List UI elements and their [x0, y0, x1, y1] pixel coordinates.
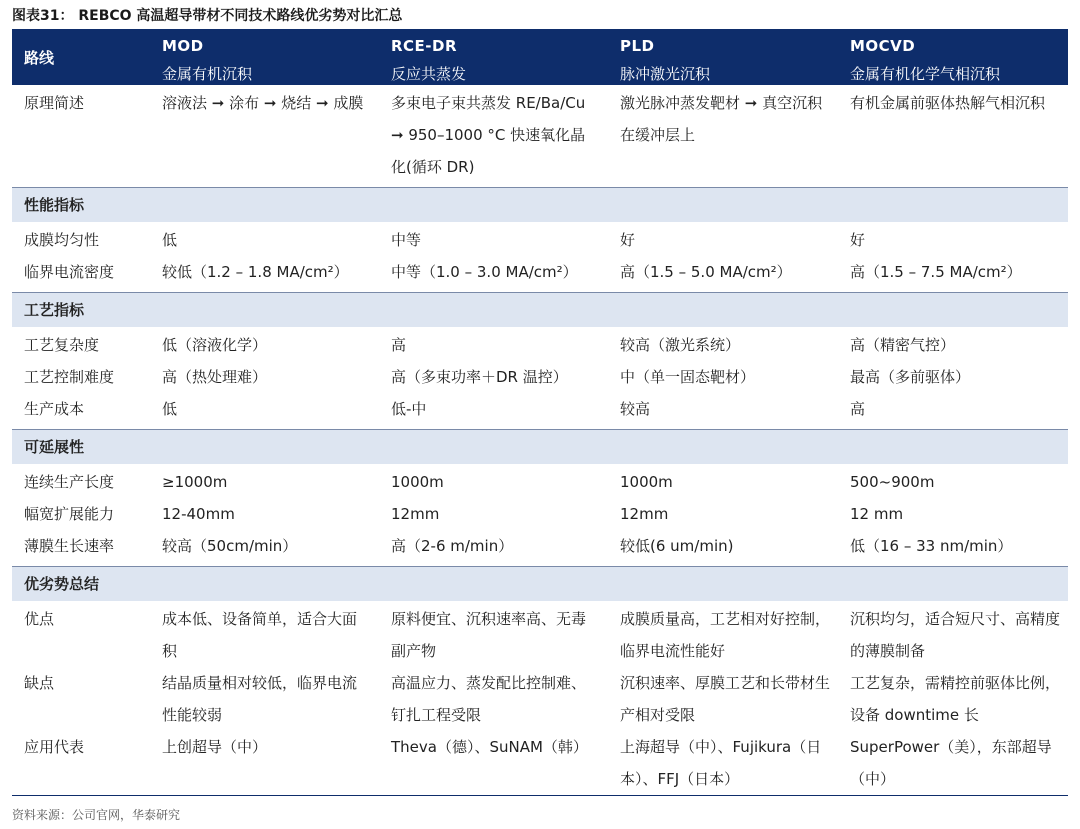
table-row-current-density [12, 256, 1068, 293]
table-row-rate [12, 530, 1068, 567]
table-cell: Theva（德）、SuNAM（韩） [379, 731, 608, 796]
table-cell: 成本低、设备简单，适合大面积 [162, 610, 358, 660]
comparison-table [12, 29, 1068, 796]
section-title: 可延展性 [12, 430, 1068, 465]
table-cell: 1000m [391, 473, 444, 491]
table-cell: 上创超导（中） [150, 731, 379, 796]
table-cell: 高（1.5 – 5.0 MA/cm²） [608, 256, 838, 293]
table-cell: 成膜质量高，工艺相对好控制，临界电流性能好 [620, 610, 831, 660]
comparison-table-container [12, 29, 1068, 796]
table-cell: 12mm [620, 505, 669, 523]
row-label: 临界电流密度 [12, 256, 150, 293]
row-label: 生产成本 [12, 393, 150, 430]
table-row-pros [12, 601, 1068, 667]
header-en: MOCVD [850, 37, 916, 55]
table-cell: 激光脉冲蒸发靶材 ➞ 真空沉积在缓冲层上 [608, 85, 838, 188]
row-label: 优点 [24, 610, 55, 628]
figure-title: 图表31： REBCO 高温超导带材不同技术路线优劣势对比汇总 [12, 8, 403, 24]
table-cell: 1000m [620, 473, 673, 491]
table-row-width [12, 498, 1068, 530]
table-cell: 高（2-6 m/min） [379, 530, 608, 567]
table-cell: 较高 [608, 393, 838, 430]
header-cn: 金属有机沉积 [162, 65, 253, 83]
source-note: 资料来源：公司官网，华泰研究 [12, 808, 181, 822]
section-title: 优劣势总结 [12, 567, 1068, 602]
table-cell: 上海超导（中）、Fujikura（日本）、FFJ（日本） [608, 731, 838, 796]
table-cell: 较低(6 um/min) [608, 530, 838, 567]
table-row-cost [12, 393, 1068, 430]
table-row-complexity [12, 327, 1068, 361]
table-cell: 高（1.5 – 7.5 MA/cm²） [838, 256, 1068, 293]
table-cell: 中等 [391, 231, 422, 249]
table-cell: 12 mm [850, 505, 904, 523]
table-cell: 中（单一固态靶材） [620, 368, 756, 386]
table-cell: ≥1000m [162, 473, 228, 491]
table-cell: 12-40mm [162, 505, 235, 523]
table-cell: 低-中 [379, 393, 608, 430]
header-rce-dr [379, 29, 608, 85]
table-cell: 较高（50cm/min） [150, 530, 379, 567]
header-en: PLD [620, 37, 655, 55]
table-row-representatives [12, 731, 1068, 796]
row-label: 薄膜生长速率 [12, 530, 150, 567]
row-label: 工艺控制难度 [24, 368, 115, 386]
table-cell: 高（精密气控） [850, 336, 956, 354]
header-pld [608, 29, 838, 85]
table-cell: 低 [162, 231, 178, 249]
table-cell: 结晶质量相对较低，临界电流性能较弱 [162, 674, 358, 724]
row-label: 连续生产长度 [24, 473, 115, 491]
table-cell: 有机金属前驱体热解气相沉积 [838, 85, 1068, 188]
row-label: 成膜均匀性 [24, 231, 100, 249]
section-title: 工艺指标 [12, 293, 1068, 328]
header-mod [150, 29, 379, 85]
section-row-scalability [12, 430, 1068, 465]
table-cell: 500~900m [850, 473, 935, 491]
header-row [12, 29, 1068, 85]
table-row-cons [12, 667, 1068, 731]
table-cell: 中等（1.0 – 3.0 MA/cm²） [379, 256, 608, 293]
table-cell: 高（热处理难） [162, 368, 268, 386]
row-label: 应用代表 [12, 731, 150, 796]
header-en: MOD [162, 37, 204, 55]
table-cell: 低（溶液化学） [162, 336, 268, 354]
table-cell: 好 [620, 231, 636, 249]
table-cell: 溶液法 ➞ 涂布 ➞ 烧结 ➞ 成膜 [150, 85, 379, 188]
header-cn: 金属有机化学气相沉积 [850, 65, 1001, 83]
table-cell: 低 [150, 393, 379, 430]
row-label: 工艺复杂度 [24, 336, 100, 354]
table-cell: SuperPower（美），东部超导（中） [838, 731, 1068, 796]
row-label: 原理简述 [12, 85, 150, 188]
table-cell: 较低（1.2 – 1.8 MA/cm²） [150, 256, 379, 293]
header-cn: 反应共蒸发 [391, 65, 467, 83]
table-row-uniformity [12, 222, 1068, 256]
table-cell: 原料便宜、沉积速率高、无毒副产物 [391, 610, 587, 660]
section-row-performance [12, 188, 1068, 223]
table-row-control [12, 361, 1068, 393]
table-cell: 沉积速率、厚膜工艺和长带材生产相对受限 [620, 674, 831, 724]
table-cell: 好 [850, 231, 866, 249]
table-row-length [12, 464, 1068, 498]
section-row-summary [12, 567, 1068, 602]
table-cell: 低（16 – 33 nm/min） [838, 530, 1068, 567]
row-label: 缺点 [24, 674, 55, 692]
section-row-process [12, 293, 1068, 328]
table-cell: 高温应力、蒸发配比控制难、钉扎工程受限 [391, 674, 587, 724]
row-label: 幅宽扩展能力 [24, 505, 115, 523]
header-route-label: 路线 [12, 29, 150, 85]
section-title: 性能指标 [12, 188, 1068, 223]
header-cn: 脉冲激光沉积 [620, 65, 711, 83]
table-cell: 最高（多前驱体） [850, 368, 971, 386]
table-cell: 12mm [391, 505, 440, 523]
table-cell: 高 [838, 393, 1068, 430]
table-cell: 高 [391, 336, 407, 354]
header-en: RCE-DR [391, 37, 458, 55]
table-cell: 较高（激光系统） [620, 336, 741, 354]
table-cell: 高（多束功率＋DR 温控） [391, 368, 568, 386]
table-cell: 沉积均匀，适合短尺寸、高精度的薄膜制备 [850, 610, 1061, 660]
table-cell: 工艺复杂，需精控前驱体比例，设备 downtime 长 [850, 674, 1061, 724]
table-cell: 多束电子束共蒸发 RE/Ba/Cu ➞ 950–1000 °C 快速氧化晶化(循环 DR) [379, 85, 608, 188]
table-row-principle [12, 85, 1068, 188]
header-mocvd [838, 29, 1068, 85]
